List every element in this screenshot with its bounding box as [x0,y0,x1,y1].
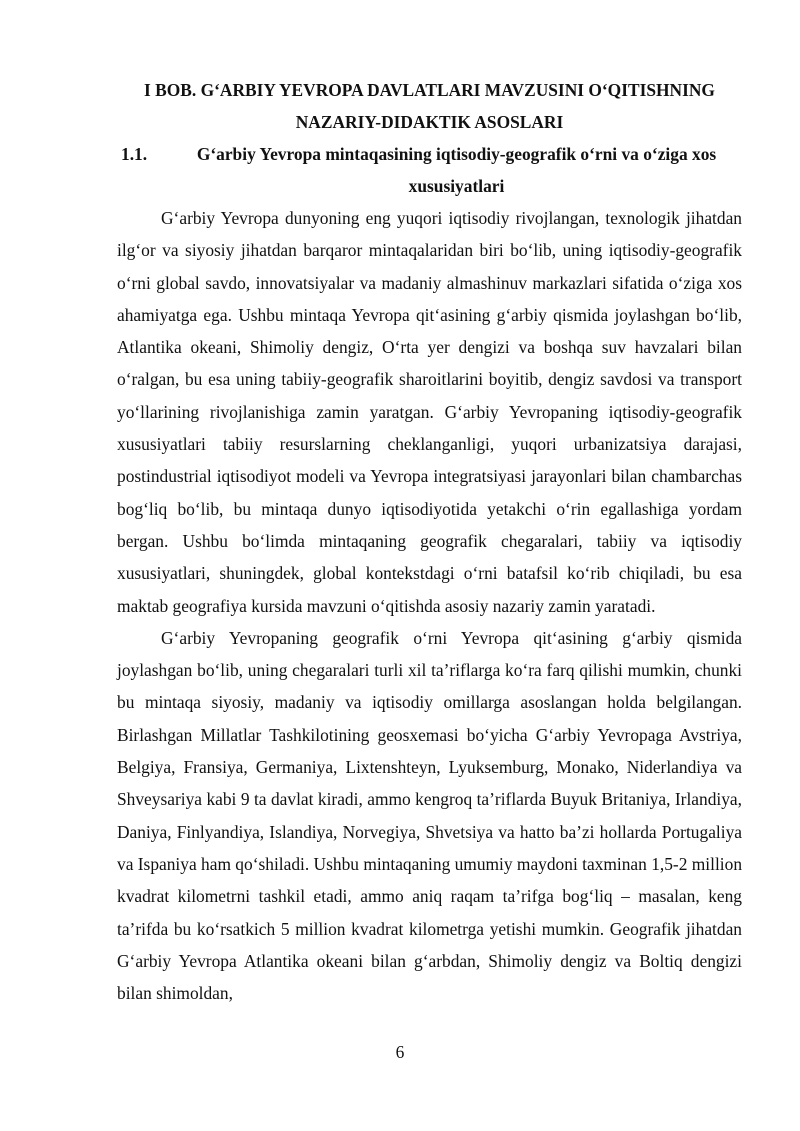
page-content [117,74,742,1009]
section-heading [117,138,742,202]
body-paragraph: G‘arbiy Yevropa dunyoning eng yuqori iqtisodiy rivojlangan, texnologik jihatdan ilg‘or va siyosiy jihatdan barqaror mintaqalaridan biri bo‘lib, uning iqtisodiy-geografik o‘rni global savdo, innovatsiyalar va madaniy almashinuv markazlari sifatida o‘ziga xos ahamiyatga ega. Ushbu mintaqa Yevropa qit‘asining g‘arbiy qismida joylashgan bo‘lib, Atlantika okeani, Shimoliy dengiz, O‘rta yer dengizi va boshqa suv havzalari bilan o‘ralgan, bu esa uning tabiiy-geografik sharoitlarini boyitib, dengiz savdosi va transport yo‘llarining rivojlanishiga zamin yaratgan. G‘arbiy Yevropaning iqtisodiy-geografik xususiyatlari tabiiy resurslarning cheklanganligi, yuqori urbanizatsiya darajasi, postindustrial iqtisodiyot modeli va Yevropa integratsiyasi jarayonlari bilan chambarchas bog‘liq bo‘lib, bu mintaqa dunyo iqtisodiyotida yetakchi o‘rin egallashiga yordam bergan. Ushbu bo‘limda mintaqaning geografik chegaralari, tabiiy va iqtisodiy xususiyatlari, shuningdek, global kontekstdagi o‘rni batafsil ko‘rib chiqiladi, bu esa maktab geografiya kursida mavzuni o‘qitishda asosiy nazariy zamin yaratadi. [117,208,742,616]
section-title: G‘arbiy Yevropa mintaqasining iqtisodiy-geografik o‘rni va o‘ziga xos xususiyatlari [196,144,717,196]
section-number: 1.1. [121,144,148,164]
body-paragraph: G‘arbiy Yevropaning geografik o‘rni Yevropa qit‘asining g‘arbiy qismida joylashgan bo‘lib, uning chegaralari turli xil ta’riflarga ko‘ra farq qilishi mumkin, chunki bu mintaqa siyosiy, madaniy va iqtisodiy omillarga asoslangan holda belgilangan. Birlashgan Millatlar Tashkilotining geosxemasi bo‘yicha G‘arbiy Yevropaga Avstriya, Belgiya, Fransiya, Germaniya, Lixtenshteyn, Lyuksemburg, Monako, Niderlandiya va Shveysariya kabi 9 ta davlat kiradi, ammo kengroq ta’riflarda Buyuk Britaniya, Irlandiya, Daniya, Finlyandiya, Islandiya, Norvegiya, Shvetsiya va hatto ba’zi hollarda Portugaliya va Ispaniya ham qo‘shiladi. Ushbu mintaqaning umumiy maydoni taxminan 1,5-2 million kvadrat kilometrni tashkil etadi, ammo aniq raqam ta’rifga bog‘liq – masalan, keng ta’rifda bu ko‘rsatkich 5 million kvadrat kilometrga yetishi mumkin. Geografik jihatdan G‘arbiy Yevropa Atlantika okeani bilan g‘arbdan, Shimoliy dengiz va Boltiq dengizi bilan shimoldan, [117,627,743,1004]
chapter-title: I BOB. G‘ARBIY YEVROPA DAVLATLARI MAVZUSINI O‘QITISHNING NAZARIY-DIDAKTIK ASOSLARI [144,80,715,132]
page-number: 6 [395,1042,405,1062]
